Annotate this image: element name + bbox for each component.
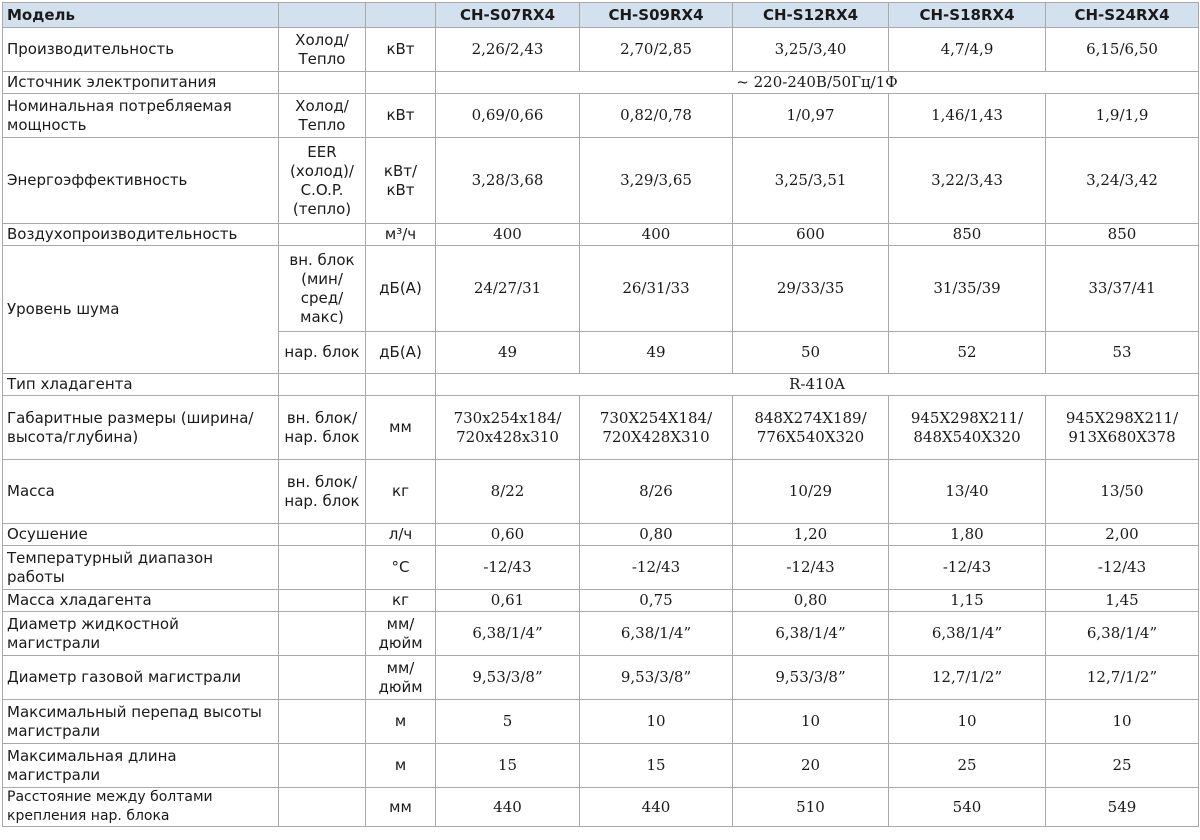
value-cell: 440 <box>580 788 733 827</box>
value-cell: 2,70/2,85 <box>580 28 733 72</box>
param-label: Тип хладагента <box>3 374 279 396</box>
value-cell: 6,38/1/4” <box>733 612 889 656</box>
value-cell: -12/43 <box>889 546 1046 590</box>
value-cell: 850 <box>889 224 1046 246</box>
value-line: 720x428x310 <box>456 427 559 446</box>
header-empty-cond <box>279 3 366 28</box>
param-label: Максимальный перепад высоты магистрали <box>3 700 279 744</box>
table-row <box>3 224 1199 246</box>
header-empty-unit <box>366 3 436 28</box>
value-line: 945X298X211/ <box>910 408 1024 427</box>
condition-label: вн. блок/ нар. блок <box>279 396 366 460</box>
param-label: Номинальная потребляемая мощность <box>3 94 279 138</box>
unit-label: мм <box>366 788 436 827</box>
value-cell: 12,7/1/2” <box>889 656 1046 700</box>
param-label: Осушение <box>3 524 279 546</box>
value-cell: 10/29 <box>733 460 889 524</box>
unit-label: кВт/ кВт <box>366 138 436 224</box>
value-line: 776X540X320 <box>756 427 865 446</box>
unit-label: кг <box>366 460 436 524</box>
unit-label: кВт <box>366 28 436 72</box>
value-cell: 49 <box>436 332 580 374</box>
value-cell: -12/43 <box>436 546 580 590</box>
value-line: 720X428X310 <box>602 427 710 446</box>
header-row <box>3 3 1199 28</box>
table-row <box>3 460 1199 524</box>
value-cell <box>733 396 889 460</box>
value-cell: 400 <box>436 224 580 246</box>
value-line: 913X680X378 <box>1068 427 1176 446</box>
table-row <box>3 28 1199 72</box>
value-cell: 0,69/0,66 <box>436 94 580 138</box>
value-cell: 25 <box>889 744 1046 788</box>
table-row <box>3 72 1199 94</box>
value-cell <box>1046 396 1199 460</box>
model-header: CH-S09RX4 <box>580 3 733 28</box>
value-cell: 0,60 <box>436 524 580 546</box>
param-label: Масса хладагента <box>3 590 279 612</box>
value-cell: 0,82/0,78 <box>580 94 733 138</box>
value-cell: 8/26 <box>580 460 733 524</box>
empty-cell <box>279 72 366 94</box>
value-cell: 3,28/3,68 <box>436 138 580 224</box>
value-cell: 440 <box>436 788 580 827</box>
value-cell: 1,9/1,9 <box>1046 94 1199 138</box>
unit-label: мм <box>366 396 436 460</box>
value-cell: 3,29/3,65 <box>580 138 733 224</box>
value-cell: 3,24/3,42 <box>1046 138 1199 224</box>
table-row <box>3 612 1199 656</box>
specifications-table <box>2 2 1199 827</box>
value-cell: 510 <box>733 788 889 827</box>
value-cell: 1,15 <box>889 590 1046 612</box>
value-cell: 5 <box>436 700 580 744</box>
param-label: Масса <box>3 460 279 524</box>
value-cell: 1,46/1,43 <box>889 94 1046 138</box>
value-cell: 9,53/3/8” <box>733 656 889 700</box>
table-row <box>3 246 1199 332</box>
value-cell: 50 <box>733 332 889 374</box>
value-cell: 3,22/3,43 <box>889 138 1046 224</box>
param-label: Максимальная длина магистрали <box>3 744 279 788</box>
table-row <box>3 94 1199 138</box>
value-cell: 1,45 <box>1046 590 1199 612</box>
condition-label: вн. блок (мин/ сред/ макс) <box>279 246 366 332</box>
value-cell: 2,00 <box>1046 524 1199 546</box>
model-header: CH-S24RX4 <box>1046 3 1199 28</box>
condition-label <box>279 524 366 546</box>
merged-value-cell: R-410A <box>436 374 1199 396</box>
value-cell: 33/37/41 <box>1046 246 1199 332</box>
value-cell: 49 <box>580 332 733 374</box>
condition-label <box>279 744 366 788</box>
param-label: Расстояние между болтами крепления нар. блока <box>3 788 279 827</box>
merged-value-cell: ~ 220-240В/50Гц/1Ф <box>436 72 1199 94</box>
table-row <box>3 546 1199 590</box>
condition-label <box>279 612 366 656</box>
value-cell: 29/33/35 <box>733 246 889 332</box>
value-cell: 8/22 <box>436 460 580 524</box>
value-cell: 10 <box>580 700 733 744</box>
value-cell: 4,7/4,9 <box>889 28 1046 72</box>
value-cell <box>580 396 733 460</box>
unit-label: мм/ дюйм <box>366 612 436 656</box>
value-cell: 3,25/3,51 <box>733 138 889 224</box>
table-row <box>3 396 1199 460</box>
value-cell: 6,38/1/4” <box>1046 612 1199 656</box>
condition-label <box>279 656 366 700</box>
param-label: Диаметр газовой магистрали <box>3 656 279 700</box>
unit-label: м³/ч <box>366 224 436 246</box>
value-cell: 6,38/1/4” <box>580 612 733 656</box>
value-cell: 10 <box>733 700 889 744</box>
condition-label: Холод/ Тепло <box>279 94 366 138</box>
table-row <box>3 590 1199 612</box>
value-cell: -12/43 <box>580 546 733 590</box>
param-label: Габаритные размеры (ширина/ высота/глубина) <box>3 396 279 460</box>
empty-cell <box>279 374 366 396</box>
empty-cell <box>366 374 436 396</box>
value-cell: 13/50 <box>1046 460 1199 524</box>
value-cell: 0,75 <box>580 590 733 612</box>
model-header: CH-S18RX4 <box>889 3 1046 28</box>
value-cell: 0,80 <box>580 524 733 546</box>
param-label: Источник электропитания <box>3 72 279 94</box>
value-cell: 26/31/33 <box>580 246 733 332</box>
table-row <box>3 138 1199 224</box>
value-line: 848X274X189/ <box>754 408 867 427</box>
value-cell: 10 <box>1046 700 1199 744</box>
value-cell: 31/35/39 <box>889 246 1046 332</box>
value-cell: 6,15/6,50 <box>1046 28 1199 72</box>
table-row <box>3 374 1199 396</box>
value-cell: 25 <box>1046 744 1199 788</box>
unit-label: л/ч <box>366 524 436 546</box>
param-label: Уровень шума <box>3 246 279 374</box>
table-row <box>3 700 1199 744</box>
param-label: Диаметр жидкостной магистрали <box>3 612 279 656</box>
value-cell: 12,7/1/2” <box>1046 656 1199 700</box>
value-line: 848X540X320 <box>913 427 1021 446</box>
value-line: 730x254x184/ <box>453 408 562 427</box>
value-cell: 850 <box>1046 224 1199 246</box>
value-line: 945X298X211/ <box>1065 408 1179 427</box>
unit-label: мм/ дюйм <box>366 656 436 700</box>
unit-label: °C <box>366 546 436 590</box>
header-label: Модель <box>3 3 279 28</box>
value-cell: 2,26/2,43 <box>436 28 580 72</box>
value-cell: 52 <box>889 332 1046 374</box>
value-cell: 9,53/3/8” <box>436 656 580 700</box>
value-cell: 1,80 <box>889 524 1046 546</box>
condition-label: вн. блок/ нар. блок <box>279 460 366 524</box>
unit-label: кг <box>366 590 436 612</box>
value-cell: 15 <box>436 744 580 788</box>
unit-label: м <box>366 700 436 744</box>
value-cell: 1/0,97 <box>733 94 889 138</box>
value-cell: 6,38/1/4” <box>889 612 1046 656</box>
value-cell: 0,80 <box>733 590 889 612</box>
model-header: CH-S07RX4 <box>436 3 580 28</box>
param-label: Производительность <box>3 28 279 72</box>
value-cell: -12/43 <box>733 546 889 590</box>
condition-label: Холод/ Тепло <box>279 28 366 72</box>
condition-label <box>279 546 366 590</box>
value-cell: 540 <box>889 788 1046 827</box>
condition-label <box>279 700 366 744</box>
table-row <box>3 656 1199 700</box>
value-cell: 600 <box>733 224 889 246</box>
value-cell: 0,61 <box>436 590 580 612</box>
value-cell: 9,53/3/8” <box>580 656 733 700</box>
value-cell: 3,25/3,40 <box>733 28 889 72</box>
value-cell: 400 <box>580 224 733 246</box>
value-cell: 15 <box>580 744 733 788</box>
model-header: CH-S12RX4 <box>733 3 889 28</box>
value-cell: 549 <box>1046 788 1199 827</box>
empty-cell <box>366 72 436 94</box>
condition-label: EER (холод)/ C.O.P. (тепло) <box>279 138 366 224</box>
unit-label: кВт <box>366 94 436 138</box>
unit-label: м <box>366 744 436 788</box>
param-label: Энергоэффективность <box>3 138 279 224</box>
value-cell: 53 <box>1046 332 1199 374</box>
value-line: 730X254X184/ <box>599 408 713 427</box>
table-row <box>3 744 1199 788</box>
value-cell <box>889 396 1046 460</box>
condition-label <box>279 224 366 246</box>
value-cell: 20 <box>733 744 889 788</box>
value-cell: 24/27/31 <box>436 246 580 332</box>
condition-label <box>279 590 366 612</box>
value-cell <box>436 396 580 460</box>
value-cell: 6,38/1/4” <box>436 612 580 656</box>
param-label: Температурный диапазон работы <box>3 546 279 590</box>
table-row <box>3 524 1199 546</box>
condition-label: нар. блок <box>279 332 366 374</box>
value-cell: 10 <box>889 700 1046 744</box>
value-cell: -12/43 <box>1046 546 1199 590</box>
table-row <box>3 788 1199 827</box>
value-cell: 1,20 <box>733 524 889 546</box>
value-cell: 13/40 <box>889 460 1046 524</box>
unit-label: дБ(А) <box>366 332 436 374</box>
condition-label <box>279 788 366 827</box>
unit-label: дБ(А) <box>366 246 436 332</box>
param-label: Воздухопроизводительность <box>3 224 279 246</box>
